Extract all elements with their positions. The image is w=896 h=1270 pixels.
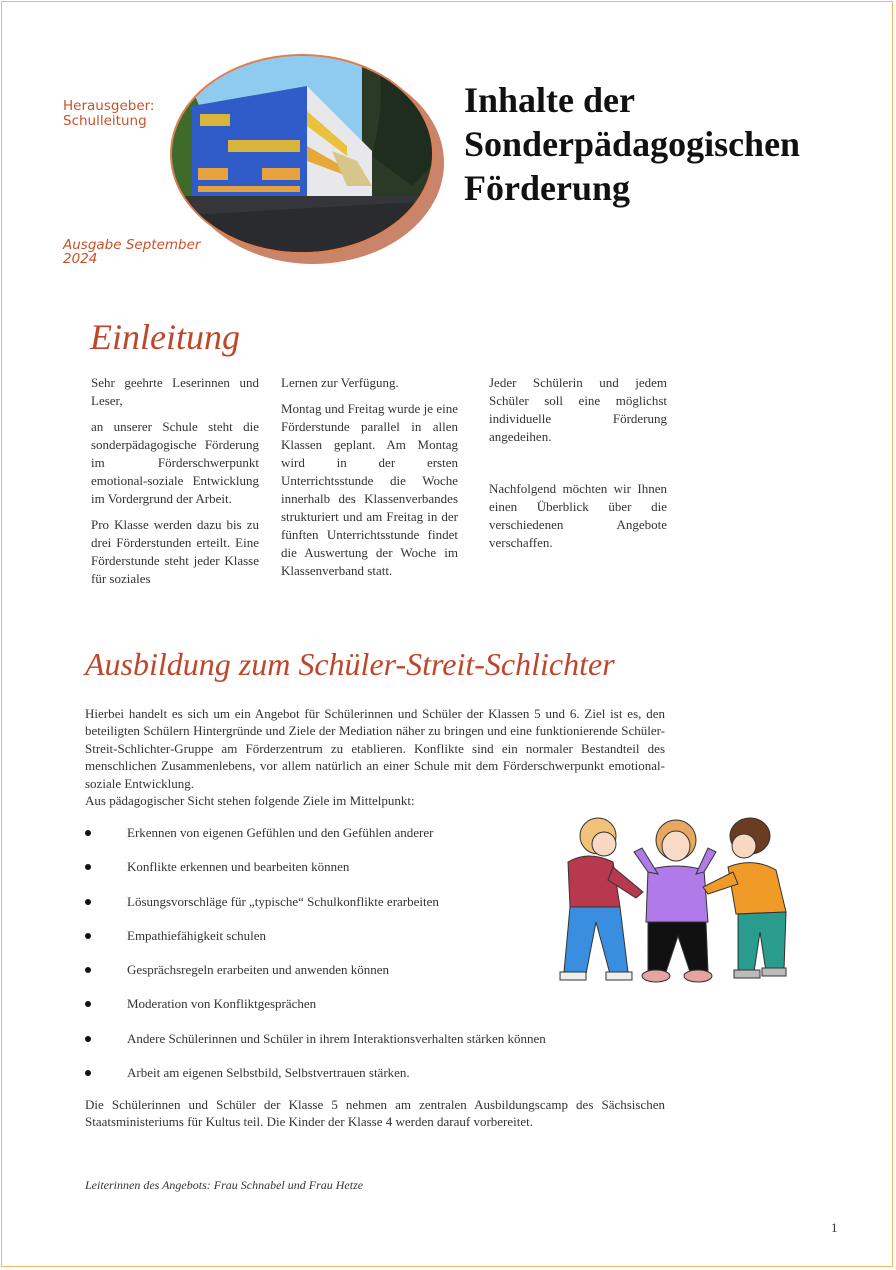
- intro-line-goals: Aus pädagogischer Sicht stehen folgende Ziele im Mittelpunkt:: [85, 793, 415, 809]
- goal-text: Gesprächsregeln erarbeiten und anwenden können: [127, 962, 390, 978]
- bullet-icon: [85, 830, 91, 836]
- bullet-icon: [85, 864, 91, 870]
- section-heading-einleitung: Einleitung: [90, 317, 240, 357]
- paragraph: Lernen zur Verfügung.: [281, 375, 399, 390]
- closing-paragraph: Die Schülerinnen und Schüler der Klasse 5 nehmen am zentralen Ausbildungscamp des Sächsischen Staatsministeriums für Kultus teil. Die Kinder der Klasse 4 werden darauf vorbereitet.: [85, 1097, 665, 1130]
- goal-item: [85, 1062, 645, 1096]
- bullet-icon: [85, 899, 91, 905]
- publisher-label: Herausgeber:: [63, 98, 155, 114]
- edition-line-1: Ausgabe September: [63, 237, 201, 253]
- goal-item: [85, 993, 645, 1027]
- intro-paragraph: Hierbei handelt es sich um ein Angebot für Schülerinnen und Schüler der Klassen 5 und 6. Ziel ist es, den beteiligten Schülern Hintergründe und Ziele der Mediation näher zu bringen und eine funktionierende Schüler-Streit-Schlichter-Gruppe am Förderzentrum zu etablieren. Konflikte sind ein normaler Bestandteil des menschlichen Zusammenlebens, vor allem natürlich an einer Schule mit dem Förderschwerpunkt emotional-soziale Entwicklung.: [85, 706, 665, 791]
- goal-text: Moderation von Konfliktgesprächen: [127, 996, 317, 1012]
- paragraph: Sehr geehrte Leserinnen und Leser,: [91, 375, 259, 408]
- school-building-image: [170, 54, 434, 254]
- children-arguing-illustration: [548, 812, 798, 990]
- goal-item: [85, 1028, 645, 1062]
- einleitung-column-3: [489, 374, 667, 560]
- publisher-value: Schulleitung: [63, 113, 147, 129]
- paragraph: Nachfolgend möchten wir Ihnen einen Überblick über die verschiedenen Angebote verschaffen.: [489, 481, 667, 550]
- children-drawing: [548, 812, 798, 990]
- paragraph: Montag und Freitag wurde je eine Förderstunde parallel in allen Klassen geplant. Am Montag wird in der ersten Unterrichtsstunde die Woche innerhalb des Klassenverbandes strukturiert und am Freitag in der fünften Unterrichtsstunde findet die Auswertung der Woche im Klassenverband statt.: [281, 401, 458, 578]
- bullet-icon: [85, 1070, 91, 1076]
- paragraph: Jeder Schülerin und jedem Schüler soll eine möglichst individuelle Förderung angedeihen.: [489, 375, 667, 444]
- section-heading-ausbildung: Ausbildung zum Schüler-Streit-Schlichter: [85, 646, 615, 682]
- einleitung-column-2: [281, 374, 458, 588]
- ausbildung-intro: [85, 705, 665, 809]
- goal-text: Konflikte erkennen und bearbeiten können: [127, 859, 350, 875]
- paragraph: an unserer Schule steht die sonderpädagogische Förderung im Förderschwerpunkt emotional-soziale Entwicklung im Vordergrund der Arbeit.: [91, 419, 259, 506]
- goal-text: Arbeit am eigenen Selbstbild, Selbstvertrauen stärken.: [127, 1065, 410, 1081]
- goal-text: Erkennen von eigenen Gefühlen und den Gefühlen anderer: [127, 825, 434, 840]
- document-title: [464, 78, 800, 210]
- title-line-1: Inhalte der: [464, 80, 635, 120]
- bullet-icon: [85, 1036, 91, 1042]
- school-building-drawing: [172, 56, 432, 252]
- title-line-3: Förderung: [464, 168, 630, 208]
- edition-line-2: 2024: [63, 251, 98, 267]
- bullet-icon: [85, 1001, 91, 1007]
- paragraph: Pro Klasse werden dazu bis zu drei Förderstunden erteilt. Eine Förderstunde steht jeder Klasse für soziales: [91, 517, 259, 586]
- einleitung-column-1: [91, 374, 259, 596]
- goal-text: Empathiefähigkeit schulen: [127, 927, 266, 943]
- bullet-icon: [85, 967, 91, 973]
- leaders-note: Leiterinnen des Angebots: Frau Schnabel und Frau Hetze: [85, 1178, 364, 1192]
- goal-text: Lösungsvorschläge für „typische“ Schulkonflikte erarbeiten: [127, 893, 439, 909]
- bullet-icon: [85, 933, 91, 939]
- publisher-block: [63, 99, 154, 129]
- school-photo: [168, 52, 446, 266]
- title-line-2: Sonderpädagogischen: [464, 124, 801, 164]
- goal-text: Andere Schülerinnen und Schüler in ihrem Interaktionsverhalten stärken können: [127, 1030, 546, 1046]
- page-number: 1: [831, 1220, 838, 1235]
